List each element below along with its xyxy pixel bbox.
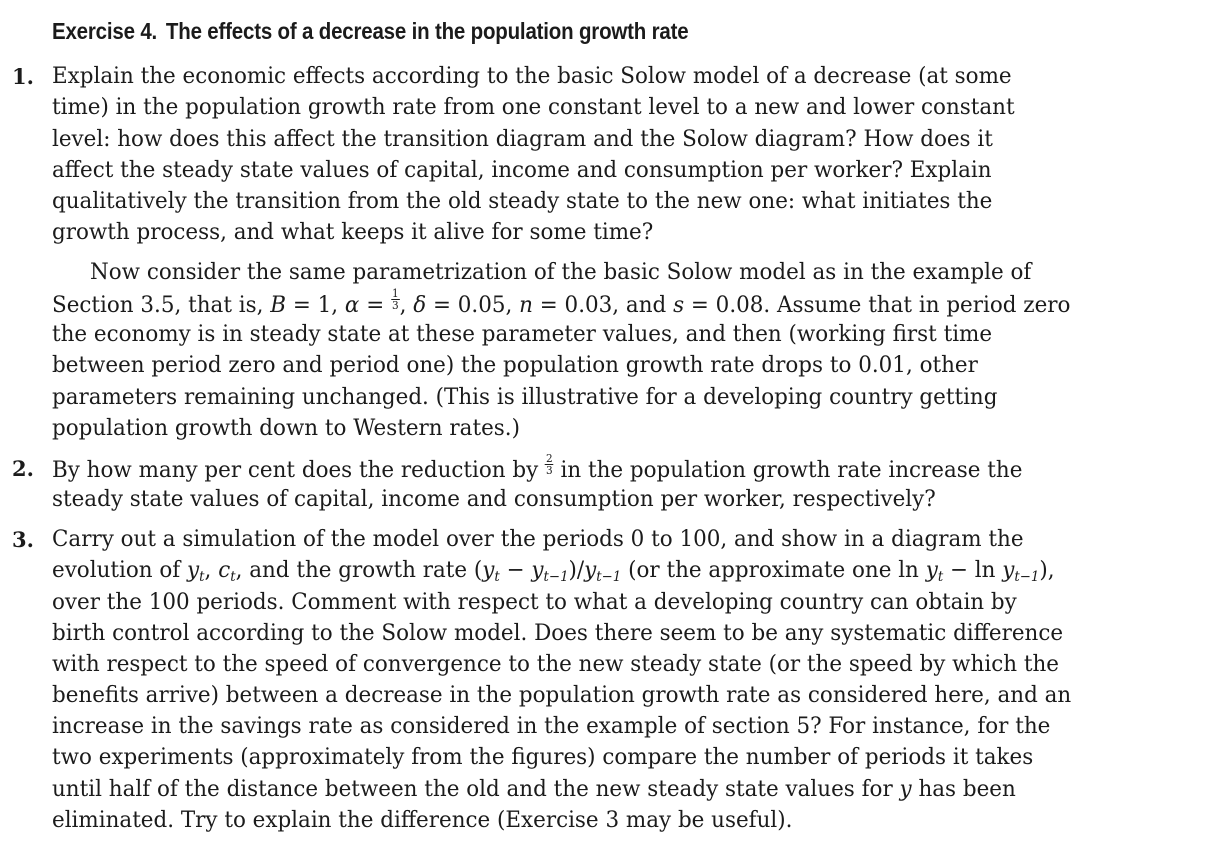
- item3-line-5: with respect to the speed of convergence to the new steady state (or the speed by which the: [52, 651, 1059, 677]
- item-number-3: 3.: [12, 527, 34, 552]
- item1-line-6: growth process, and what keeps it alive for some time?: [52, 219, 654, 245]
- item1-line-3: level: how does this affect the transition diagram and the Solow diagram? How does it: [52, 126, 993, 152]
- param-line-1: Now consider the same parametrization of the basic Solow model as in the example of: [90, 259, 1032, 285]
- item2-line-2: steady state values of capital, income and consumption per worker, respectively?: [52, 486, 936, 512]
- fraction-two-thirds: $\frac{2}{3}$: [546, 452, 553, 477]
- param-line-2: Section 3.5, that is, B = 1, α = $\frac{1}{3}$ , δ = 0.05, n = 0.03, and s = 0.08. Assume that in period zero: [52, 287, 1071, 318]
- item3-line-1: Carry out a simulation of the model over the periods 0 to 100, and show in a diagram the: [52, 526, 1024, 552]
- item3-line-4: birth control according to the Solow model. Does there seem to be any systematic difference: [52, 620, 1064, 646]
- item3-line-8: two experiments (approximately from the figures) compare the number of periods it takes: [52, 744, 1034, 770]
- param-line-6: population growth down to Western rates.): [52, 415, 520, 441]
- item1-line-5: qualitatively the transition from the old steady state to the new one: what initiates the: [52, 188, 993, 214]
- item-number-1: 1.: [12, 64, 34, 89]
- param-line-3: the economy is in steady state at these parameter values, and then (working first time: [52, 321, 993, 347]
- item-number-2: 2.: [12, 456, 34, 481]
- item3-line-7: increase in the savings rate as considered in the example of section 5? For instance, for the: [52, 713, 1051, 739]
- variable-y: y: [899, 776, 912, 802]
- param-line-4: between period zero and period one) the population growth rate drops to 0.01, other: [52, 352, 978, 378]
- exercise-label: Exercise 4.: [52, 18, 158, 44]
- exercise-title: [52, 16, 688, 46]
- item3-line-9: until half of the distance between the old and the new steady state values for y has been: [52, 776, 1016, 802]
- item1-line-1: Explain the economic effects according to the basic Solow model of a decrease (at some: [52, 63, 1012, 89]
- item1-line-2: time) in the population growth rate from one constant level to a new and lower constant: [52, 94, 1015, 120]
- item3-line-3: over the 100 periods. Comment with respect to what a developing country can obtain by: [52, 589, 1017, 615]
- item3-line-10: eliminated. Try to explain the difference (Exercise 3 may be useful).: [52, 807, 793, 833]
- item2-line-1: By how many per cent does the reduction by $\frac{2}{3}$ in the population growth rate increase the: [52, 452, 1023, 483]
- exercise-heading: The effects of a decrease in the population growth rate: [165, 18, 689, 44]
- item1-line-4: affect the steady state values of capital, income and consumption per worker? Explain: [52, 157, 992, 183]
- item3-line-6: benefits arrive) between a decrease in the population growth rate as considered here, and an: [52, 682, 1072, 708]
- fraction-one-third: $\frac{1}{3}$: [391, 287, 399, 312]
- param-line-5: parameters remaining unchanged. (This is illustrative for a developing country getting: [52, 384, 998, 410]
- item3-line-2: evolution of $y_t$, $c_t$, and the growth rate $(y_t - y_{t-1})/y_{t-1}$ (or the approximate one $\ln y_t - \ln y_{t-1}$),: [52, 557, 1055, 585]
